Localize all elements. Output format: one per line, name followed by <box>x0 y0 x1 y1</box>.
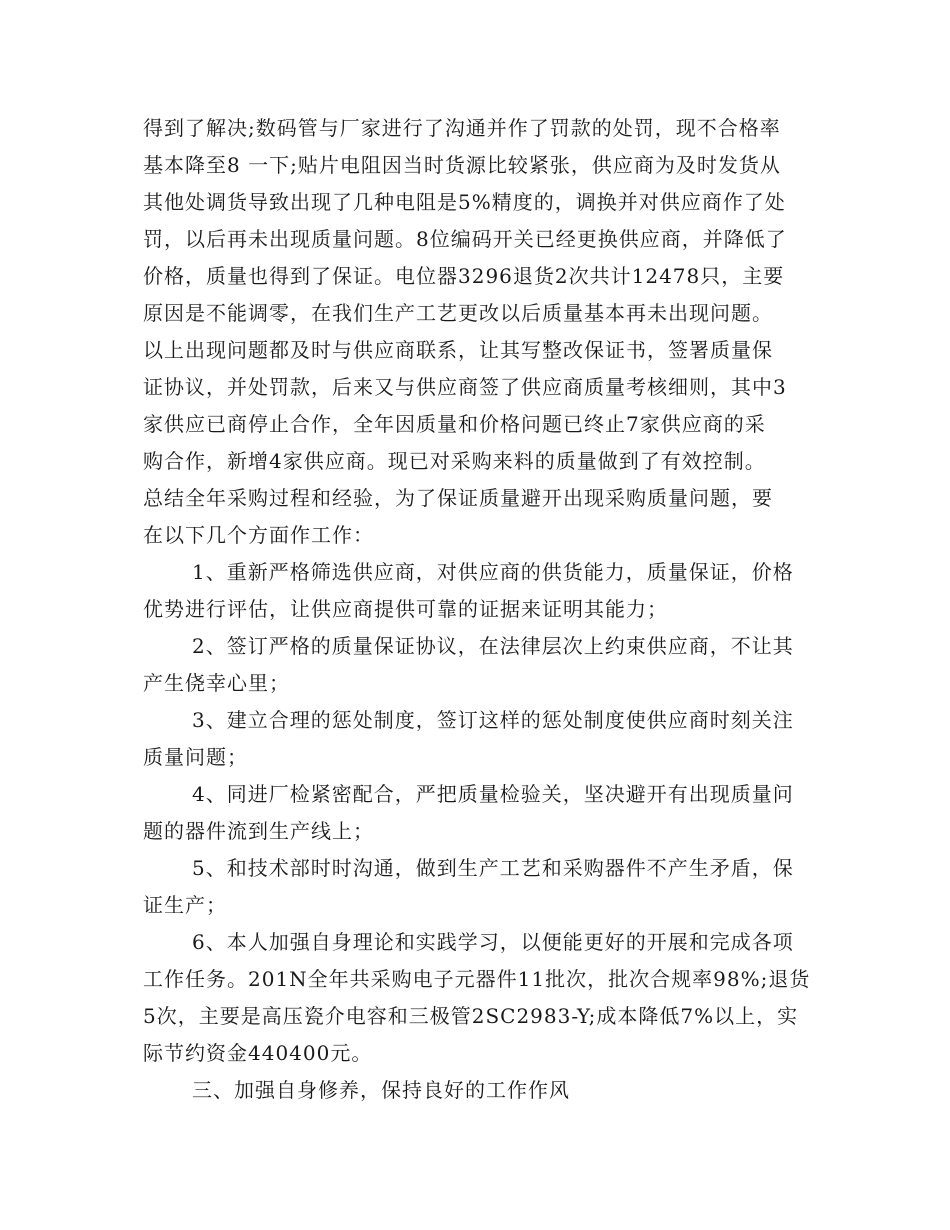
text-line: 其他处调货导致出现了几种电阻是5%精度的，调换并对供应商作了处 <box>143 190 786 214</box>
text-line: 证生产； <box>143 893 227 917</box>
text-line: 5次，主要是高压瓷介电容和三极管2SC2983-Y;成本降低7%以上，实 <box>143 1004 799 1028</box>
text-line: 2、签订严格的质量保证协议，在法律层次上约束供应商，不让其 <box>192 634 794 658</box>
text-line: 1、重新严格筛选供应商，对供应商的供货能力，质量保证，价格 <box>192 560 794 584</box>
text-line: 证协议，并处罚款，后来又与供应商签了供应商质量考核细则，其中3 <box>143 375 787 399</box>
text-line: 基本降至8 一下;贴片电阻因当时货源比较紧张，供应商为及时发货从 <box>143 153 781 177</box>
text-line: 得到了解决;数码管与厂家进行了沟通并作了罚款的处罚，现不合格率 <box>143 116 781 140</box>
text-line: 5、和技术部时时沟通，做到生产工艺和采购器件不产生矛盾，保 <box>192 856 794 880</box>
text-line: 总结全年采购过程和经验，为了保证质量避开出现采购质量问题，要 <box>143 486 773 510</box>
text-line: 质量问题； <box>143 745 248 769</box>
text-line: 以上出现问题都及时与供应商联系，让其写整改保证书，签署质量保 <box>143 338 773 362</box>
text-line: 购合作，新增4家供应商。现已对采购来料的质量做到了有效控制。 <box>143 449 766 473</box>
text-line: 4、同进厂检紧密配合，严把质量检验关，坚决避开有出现质量问 <box>192 782 794 806</box>
text-line: 家供应已商停止合作，全年因质量和价格问题已终止7家供应商的采 <box>143 412 766 436</box>
text-line: 产生侥幸心里； <box>143 671 290 695</box>
text-line: 题的器件流到生产线上； <box>143 819 374 843</box>
text-line: 3、建立合理的惩处制度，签订这样的惩处制度使供应商时刻关注 <box>192 708 794 732</box>
text-line: 价格，质量也得到了保证。电位器3296退货2次共计12478只，主要 <box>143 264 785 288</box>
text-line: 优势进行评估，让供应商提供可靠的证据来证明其能力； <box>143 597 668 621</box>
text-line: 6、本人加强自身理论和实践学习，以便能更好的开展和完成各项 <box>192 930 794 954</box>
text-line: 际节约资金440400元。 <box>143 1041 373 1065</box>
document-body <box>143 110 813 1109</box>
text-line: 工作任务。201N全年共采购电子元器件11批次，批次合规率98%;退货 <box>143 967 811 991</box>
text-line: 原因是不能调零，在我们生产工艺更改以后质量基本再未出现问题。 <box>143 301 773 325</box>
text-line: 罚，以后再未出现质量问题。8位编码开关已经更换供应商，并降低了 <box>143 227 787 251</box>
text-line: 在以下几个方面作工作： <box>143 523 374 547</box>
text-line: 三、加强自身修养，保持良好的工作作风 <box>192 1078 570 1102</box>
